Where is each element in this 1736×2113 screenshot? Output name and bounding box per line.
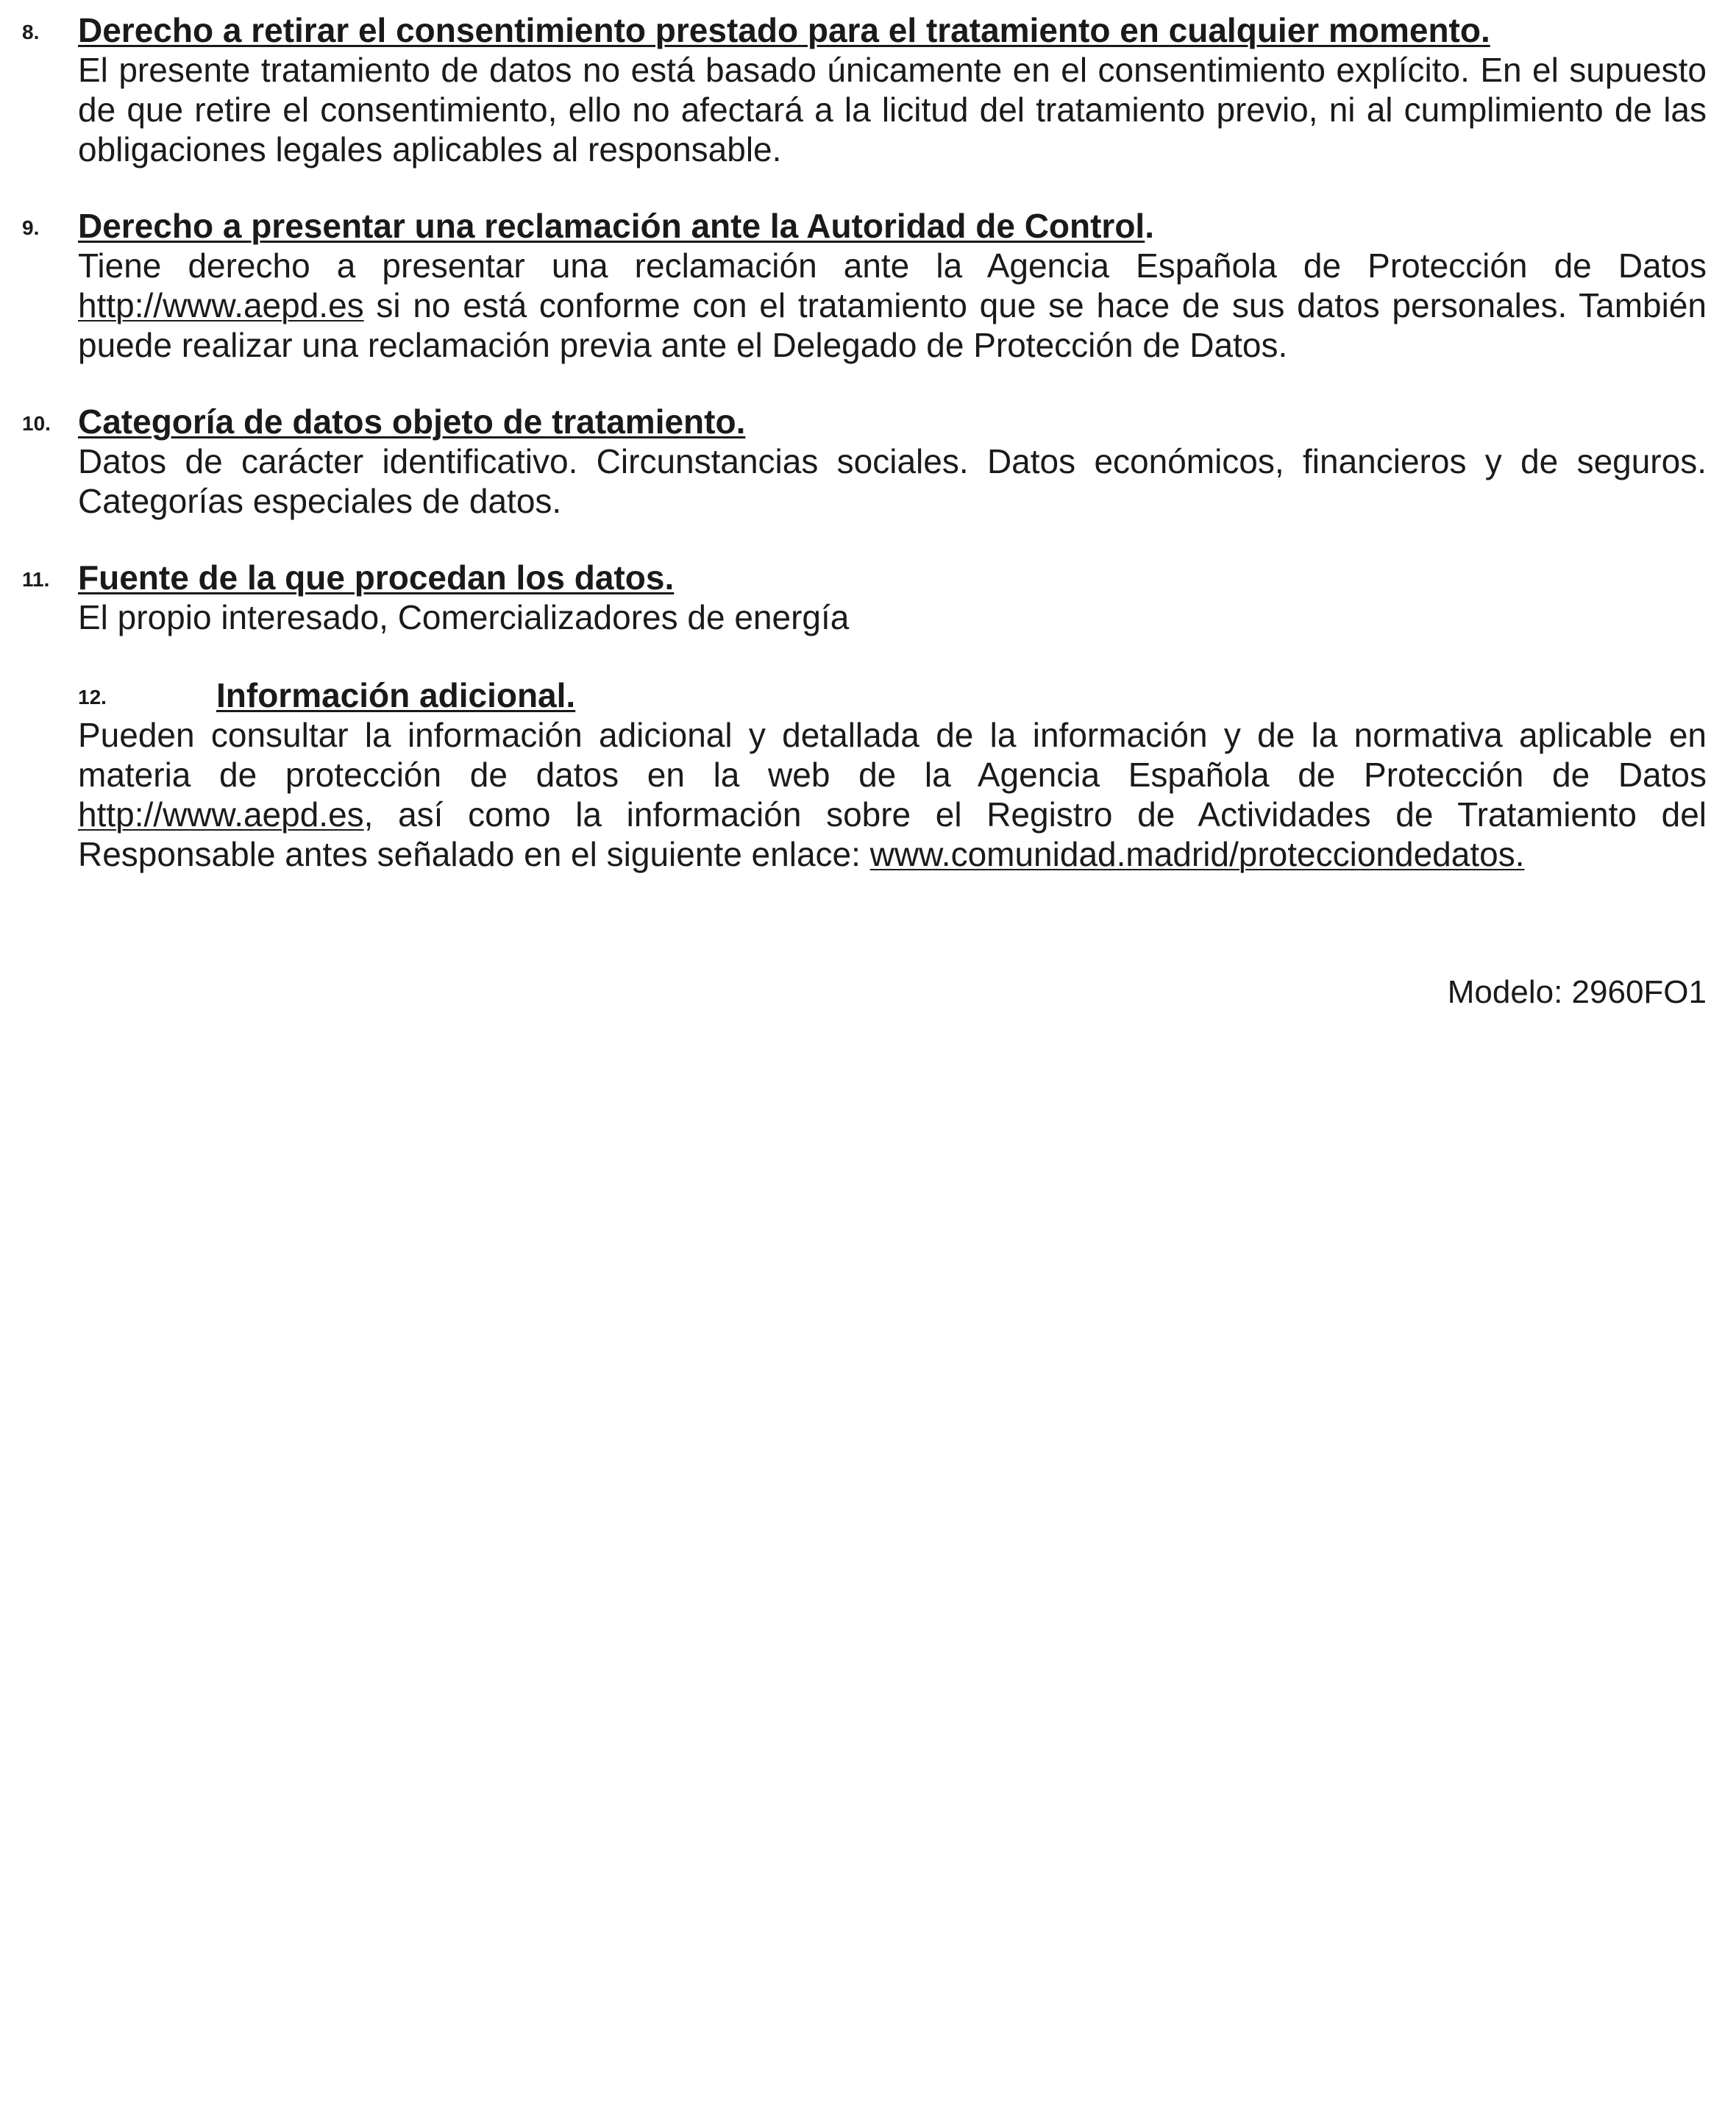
section-body: El propio interesado, Comercializadores de energía — [78, 598, 850, 636]
aepd-link[interactable]: http://www.aepd.es — [78, 795, 364, 834]
section-body: El presente tratamiento de datos no está basado únicamente en el consentimiento explícito. En el supuesto de que retire el consentimiento, ello no afectará a la licitud del tratamiento previo, ni al cumplimiento de las obligaciones legales aplicables al responsable. — [78, 51, 1707, 168]
section-body — [78, 246, 1707, 365]
body-text-mid: , así como la información sobre el Registro de Actividades de Tratamiento del Responsable antes señalado en el siguiente enlace: — [78, 795, 1707, 873]
section-title-wrapper — [78, 206, 1154, 246]
section-title: Categoría de datos objeto de tratamiento. — [78, 402, 746, 441]
section-title-suffix: . — [1145, 207, 1154, 245]
body-text-pre: Tiene derecho a presentar una reclamación ante la Agencia Española de Protección de Datos — [78, 246, 1707, 285]
section-number: 12. — [78, 686, 107, 709]
section-body: Datos de carácter identificativo. Circunstancias sociales. Datos económicos, financieros y de seguros. Categorías especiales de datos. — [78, 442, 1707, 520]
section-body — [78, 715, 1707, 874]
body-text-pre: Pueden consultar la información adicional y detallada de la información y de la normativa aplicable en materia de protección de datos en la web de la Agencia Española de Protección de Datos — [78, 716, 1707, 794]
section-number: 8. — [22, 21, 40, 43]
comunidad-madrid-link[interactable]: www.comunidad.madrid/protecciondedatos. — [869, 835, 1525, 873]
aepd-link[interactable]: http://www.aepd.es — [78, 286, 364, 324]
section-number: 9. — [22, 216, 40, 239]
body-text-post: si no está conforme con el tratamiento que se hace de sus datos personales. También puede realizar una reclamación previa ante el Delegado de Protección de Datos. — [78, 286, 1707, 364]
section-title: Información adicional. — [216, 676, 576, 714]
section-title: Derecho a presentar una reclamación ante la Autoridad de Control — [78, 207, 1145, 245]
section-title: Derecho a retirar el consentimiento prestado para el tratamiento en cualquier momento. — [78, 11, 1490, 49]
section-number: 10. — [22, 412, 51, 435]
section-number: 11. — [22, 568, 50, 591]
section-title: Fuente de la que procedan los datos. — [78, 558, 675, 597]
form-model-code: Modelo: 2960FO1 — [1447, 974, 1707, 1010]
